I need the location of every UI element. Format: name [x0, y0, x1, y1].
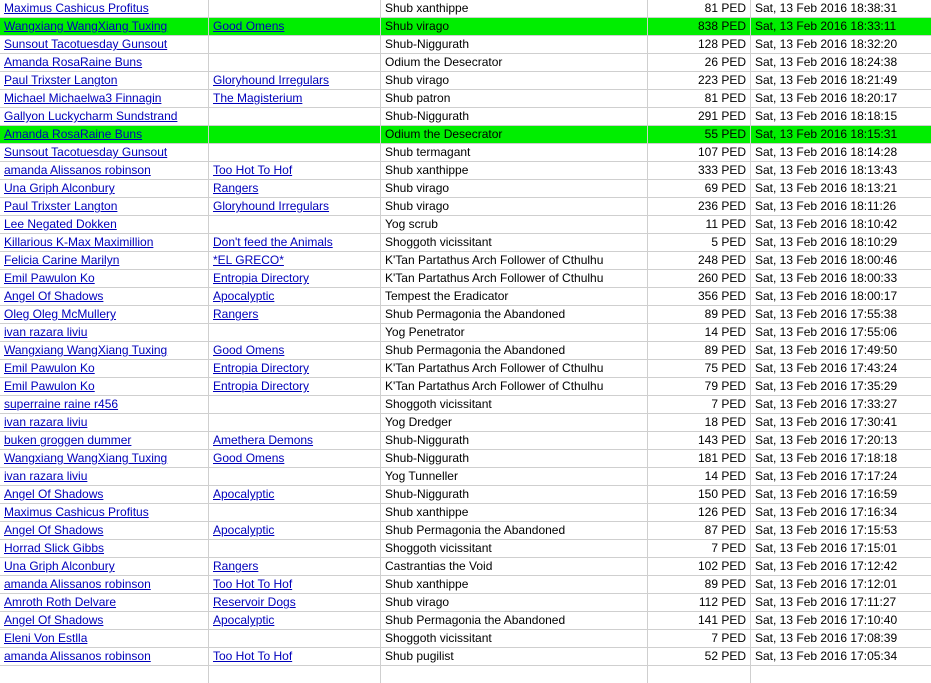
cell-creature: Shub-Niggurath — [381, 450, 648, 468]
player-link[interactable]: Felicia Carine Marilyn — [4, 253, 119, 267]
cell-date: Sat, 13 Feb 2016 17:10:40 — [751, 612, 931, 630]
cell-value: 838 PED — [648, 18, 751, 36]
cell-date: Sat, 13 Feb 2016 18:10:29 — [751, 234, 931, 252]
player-link[interactable]: Amanda RosaRaine Buns — [4, 127, 142, 141]
society-link[interactable]: Rangers — [213, 181, 258, 195]
cell-date: Sat, 13 Feb 2016 17:35:29 — [751, 378, 931, 396]
cell-value: 7 PED — [648, 396, 751, 414]
player-link[interactable]: Una Griph Alconbury — [4, 181, 115, 195]
cell-player — [0, 72, 209, 90]
cell-society — [209, 594, 381, 612]
cell-society — [209, 216, 381, 234]
cell-creature: Shub Permagonia the Abandoned — [381, 342, 648, 360]
cell-society — [209, 666, 381, 683]
table-row — [0, 558, 931, 576]
cell-date: Sat, 13 Feb 2016 18:20:17 — [751, 90, 931, 108]
cell-player — [0, 288, 209, 306]
cell-player — [0, 666, 209, 683]
cell-society — [209, 252, 381, 270]
cell-society — [209, 162, 381, 180]
cell-society — [209, 198, 381, 216]
cell-player — [0, 324, 209, 342]
player-link[interactable]: Michael Michaelwa3 Finnagin — [4, 91, 161, 105]
table-row — [0, 198, 931, 216]
table-row — [0, 288, 931, 306]
cell-value: 69 PED — [648, 180, 751, 198]
cell-player — [0, 468, 209, 486]
cell-player — [0, 504, 209, 522]
player-link[interactable]: Angel Of Shadows — [4, 487, 103, 501]
cell-date: Sat, 13 Feb 2016 17:15:01 — [751, 540, 931, 558]
society-link[interactable]: Good Omens — [213, 451, 284, 465]
cell-player — [0, 270, 209, 288]
cell-player — [0, 576, 209, 594]
society-link[interactable]: *EL GRECO* — [213, 253, 284, 267]
cell-date: Sat, 13 Feb 2016 18:13:21 — [751, 180, 931, 198]
cell-society — [209, 378, 381, 396]
player-link[interactable]: Angel Of Shadows — [4, 613, 103, 627]
cell-date: Sat, 13 Feb 2016 17:16:34 — [751, 504, 931, 522]
society-link[interactable]: Too Hot To Hof — [213, 163, 292, 177]
cell-society — [209, 324, 381, 342]
cell-date: Sat, 13 Feb 2016 17:15:53 — [751, 522, 931, 540]
cell-player — [0, 396, 209, 414]
cell-creature: Shub virago — [381, 18, 648, 36]
cell-date: Sat, 13 Feb 2016 18:00:33 — [751, 270, 931, 288]
cell-society — [209, 306, 381, 324]
cell-society — [209, 54, 381, 72]
cell-value: 112 PED — [648, 594, 751, 612]
cell-creature: Shub virago — [381, 198, 648, 216]
society-link[interactable]: Apocalyptic — [213, 613, 274, 627]
cell-society — [209, 18, 381, 36]
cell-creature — [381, 666, 648, 683]
player-link[interactable]: amanda Alissanos robinson — [4, 649, 151, 663]
cell-society — [209, 72, 381, 90]
cell-player — [0, 522, 209, 540]
cell-creature: Shub patron — [381, 90, 648, 108]
player-link[interactable]: ivan razara liviu — [4, 325, 87, 339]
society-link[interactable]: Too Hot To Hof — [213, 577, 292, 591]
table-row — [0, 0, 931, 18]
cell-value: 89 PED — [648, 576, 751, 594]
player-link[interactable]: Maximus Cashicus Profitus — [4, 1, 149, 15]
cell-date: Sat, 13 Feb 2016 18:10:42 — [751, 216, 931, 234]
society-link[interactable]: Good Omens — [213, 19, 284, 33]
cell-society — [209, 288, 381, 306]
cell-player — [0, 54, 209, 72]
table-row — [0, 540, 931, 558]
society-link[interactable]: Entropia Directory — [213, 271, 309, 285]
society-link[interactable]: Rangers — [213, 559, 258, 573]
cell-value: 79 PED — [648, 378, 751, 396]
table-row — [0, 342, 931, 360]
cell-date: Sat, 13 Feb 2016 17:05:34 — [751, 648, 931, 666]
player-link[interactable]: Killarious K-Max Maximillion — [4, 235, 153, 249]
cell-value: 141 PED — [648, 612, 751, 630]
player-link[interactable]: amanda Alissanos robinson — [4, 577, 151, 591]
table-row — [0, 252, 931, 270]
cell-player — [0, 144, 209, 162]
cell-player — [0, 126, 209, 144]
cell-society — [209, 576, 381, 594]
cell-creature: Shub-Niggurath — [381, 108, 648, 126]
table-row — [0, 144, 931, 162]
cell-value: 128 PED — [648, 36, 751, 54]
cell-date: Sat, 13 Feb 2016 18:15:31 — [751, 126, 931, 144]
table-row — [0, 450, 931, 468]
society-link[interactable]: Entropia Directory — [213, 361, 309, 375]
cell-value: 248 PED — [648, 252, 751, 270]
society-link[interactable]: The Magisterium — [213, 91, 302, 105]
cell-creature: Shub termagant — [381, 144, 648, 162]
cell-date: Sat, 13 Feb 2016 18:13:43 — [751, 162, 931, 180]
table-row — [0, 360, 931, 378]
cell-value: 26 PED — [648, 54, 751, 72]
cell-creature: Shub Permagonia the Abandoned — [381, 522, 648, 540]
table-row — [0, 504, 931, 522]
cell-value: 143 PED — [648, 432, 751, 450]
cell-date: Sat, 13 Feb 2016 18:33:11 — [751, 18, 931, 36]
cell-player — [0, 18, 209, 36]
society-link[interactable]: Gloryhound Irregulars — [213, 199, 329, 213]
player-link[interactable]: Wangxiang WangXiang Tuxing — [4, 343, 167, 357]
table-row — [0, 234, 931, 252]
cell-creature: Shub-Niggurath — [381, 432, 648, 450]
player-link[interactable]: Eleni Von Estlla — [4, 631, 87, 645]
cell-date: Sat, 13 Feb 2016 18:38:31 — [751, 0, 931, 18]
cell-creature: K'Tan Partathus Arch Follower of Cthulhu — [381, 252, 648, 270]
table-row — [0, 468, 931, 486]
cell-creature: K'Tan Partathus Arch Follower of Cthulhu — [381, 270, 648, 288]
cell-creature: K'Tan Partathus Arch Follower of Cthulhu — [381, 360, 648, 378]
table-row — [0, 594, 931, 612]
table-row — [0, 72, 931, 90]
cell-society — [209, 432, 381, 450]
cell-value: 75 PED — [648, 360, 751, 378]
cell-creature: Shub-Niggurath — [381, 486, 648, 504]
cell-value: 260 PED — [648, 270, 751, 288]
player-link[interactable]: Paul Trixster Langton — [4, 73, 117, 87]
cell-society — [209, 612, 381, 630]
cell-player — [0, 108, 209, 126]
cell-value: 181 PED — [648, 450, 751, 468]
cell-creature: Odium the Desecrator — [381, 54, 648, 72]
table-row — [0, 522, 931, 540]
cell-value: 18 PED — [648, 414, 751, 432]
cell-player — [0, 378, 209, 396]
table-row — [0, 630, 931, 648]
cell-date: Sat, 13 Feb 2016 18:32:20 — [751, 36, 931, 54]
society-link[interactable]: Apocalyptic — [213, 487, 274, 501]
cell-player — [0, 234, 209, 252]
cell-creature: Odium the Desecrator — [381, 126, 648, 144]
cell-creature: Yog scrub — [381, 216, 648, 234]
society-link[interactable]: Reservoir Dogs — [213, 595, 296, 609]
cell-value: 52 PED — [648, 648, 751, 666]
cell-date — [751, 666, 931, 683]
cell-creature: Shub xanthippe — [381, 162, 648, 180]
cell-society — [209, 234, 381, 252]
cell-society — [209, 270, 381, 288]
cell-player — [0, 648, 209, 666]
society-link[interactable]: Amethera Demons — [213, 433, 313, 447]
cell-player — [0, 630, 209, 648]
cell-creature: Shoggoth vicissitant — [381, 540, 648, 558]
player-link[interactable]: Wangxiang WangXiang Tuxing — [4, 19, 167, 33]
player-link[interactable]: Una Griph Alconbury — [4, 559, 115, 573]
table-row — [0, 576, 931, 594]
table-row — [0, 90, 931, 108]
table-row — [0, 216, 931, 234]
cell-creature: Shub Permagonia the Abandoned — [381, 306, 648, 324]
cell-value: 7 PED — [648, 630, 751, 648]
cell-society — [209, 450, 381, 468]
cell-creature: Shub-Niggurath — [381, 36, 648, 54]
society-link[interactable]: Apocalyptic — [213, 523, 274, 537]
player-link[interactable]: Sunsout Tacotuesday Gunsout — [4, 145, 167, 159]
cell-creature: K'Tan Partathus Arch Follower of Cthulhu — [381, 378, 648, 396]
player-link[interactable]: Amroth Roth Delvare — [4, 595, 116, 609]
player-link[interactable]: Angel Of Shadows — [4, 289, 103, 303]
cell-date: Sat, 13 Feb 2016 18:11:26 — [751, 198, 931, 216]
table-row — [0, 306, 931, 324]
cell-creature: Shub xanthippe — [381, 0, 648, 18]
cell-creature: Shub Permagonia the Abandoned — [381, 612, 648, 630]
cell-value: 150 PED — [648, 486, 751, 504]
cell-value: 87 PED — [648, 522, 751, 540]
cell-date: Sat, 13 Feb 2016 17:55:06 — [751, 324, 931, 342]
cell-player — [0, 486, 209, 504]
table-row — [0, 54, 931, 72]
cell-society — [209, 504, 381, 522]
cell-player — [0, 558, 209, 576]
cell-date: Sat, 13 Feb 2016 17:12:01 — [751, 576, 931, 594]
cell-player — [0, 252, 209, 270]
table-row — [0, 324, 931, 342]
table-row — [0, 126, 931, 144]
cell-society — [209, 36, 381, 54]
cell-society — [209, 558, 381, 576]
player-link[interactable]: Angel Of Shadows — [4, 523, 103, 537]
cell-creature: Shub virago — [381, 594, 648, 612]
cell-value: 14 PED — [648, 324, 751, 342]
table-row — [0, 396, 931, 414]
cell-value: 55 PED — [648, 126, 751, 144]
cell-value: 5 PED — [648, 234, 751, 252]
table-row — [0, 18, 931, 36]
cell-date: Sat, 13 Feb 2016 17:12:42 — [751, 558, 931, 576]
cell-value: 81 PED — [648, 90, 751, 108]
table-row — [0, 180, 931, 198]
cell-value: 291 PED — [648, 108, 751, 126]
cell-player — [0, 306, 209, 324]
cell-society — [209, 396, 381, 414]
player-link[interactable]: Lee Negated Dokken — [4, 217, 117, 231]
cell-society — [209, 342, 381, 360]
cell-date: Sat, 13 Feb 2016 18:14:28 — [751, 144, 931, 162]
cell-date: Sat, 13 Feb 2016 17:55:38 — [751, 306, 931, 324]
player-link[interactable]: ivan razara liviu — [4, 415, 87, 429]
society-link[interactable]: Don't feed the Animals — [213, 235, 333, 249]
cell-date: Sat, 13 Feb 2016 17:18:18 — [751, 450, 931, 468]
cell-player — [0, 36, 209, 54]
cell-creature: Yog Penetrator — [381, 324, 648, 342]
cell-player — [0, 360, 209, 378]
table-row — [0, 666, 931, 683]
cell-date: Sat, 13 Feb 2016 17:17:24 — [751, 468, 931, 486]
cell-date: Sat, 13 Feb 2016 17:30:41 — [751, 414, 931, 432]
player-link[interactable]: buken groggen dummer — [4, 433, 131, 447]
society-link[interactable]: Apocalyptic — [213, 289, 274, 303]
cell-value: 107 PED — [648, 144, 751, 162]
cell-value: 126 PED — [648, 504, 751, 522]
cell-society — [209, 180, 381, 198]
cell-date: Sat, 13 Feb 2016 17:43:24 — [751, 360, 931, 378]
table-row — [0, 378, 931, 396]
cell-society — [209, 414, 381, 432]
cell-society — [209, 522, 381, 540]
cell-value: 223 PED — [648, 72, 751, 90]
cell-player — [0, 612, 209, 630]
player-link[interactable]: Maximus Cashicus Profitus — [4, 505, 149, 519]
cell-society — [209, 486, 381, 504]
player-link[interactable]: Emil Pawulon Ko — [4, 271, 95, 285]
cell-player — [0, 90, 209, 108]
table-row — [0, 270, 931, 288]
society-link[interactable]: Good Omens — [213, 343, 284, 357]
cell-creature: Castrantias the Void — [381, 558, 648, 576]
cell-society — [209, 90, 381, 108]
cell-player — [0, 0, 209, 18]
cell-creature: Shoggoth vicissitant — [381, 630, 648, 648]
cell-date: Sat, 13 Feb 2016 18:24:38 — [751, 54, 931, 72]
player-link[interactable]: Gallyon Luckycharm Sundstrand — [4, 109, 177, 123]
cell-player — [0, 540, 209, 558]
cell-date: Sat, 13 Feb 2016 17:16:59 — [751, 486, 931, 504]
player-link[interactable]: Wangxiang WangXiang Tuxing — [4, 451, 167, 465]
society-link[interactable]: Too Hot To Hof — [213, 649, 292, 663]
cell-value — [648, 666, 751, 683]
cell-society — [209, 630, 381, 648]
cell-creature: Shoggoth vicissitant — [381, 396, 648, 414]
table-row — [0, 648, 931, 666]
cell-player — [0, 162, 209, 180]
cell-creature: Yog Dredger — [381, 414, 648, 432]
cell-player — [0, 198, 209, 216]
cell-player — [0, 450, 209, 468]
cell-value: 356 PED — [648, 288, 751, 306]
cell-player — [0, 432, 209, 450]
society-link[interactable]: Rangers — [213, 307, 258, 321]
cell-player — [0, 594, 209, 612]
cell-value: 14 PED — [648, 468, 751, 486]
cell-date: Sat, 13 Feb 2016 17:20:13 — [751, 432, 931, 450]
cell-creature: Yog Tunneller — [381, 468, 648, 486]
player-link[interactable]: ivan razara liviu — [4, 469, 87, 483]
society-link[interactable]: Entropia Directory — [213, 379, 309, 393]
cell-society — [209, 126, 381, 144]
cell-date: Sat, 13 Feb 2016 17:33:27 — [751, 396, 931, 414]
cell-society — [209, 360, 381, 378]
cell-value: 7 PED — [648, 540, 751, 558]
cell-date: Sat, 13 Feb 2016 17:08:39 — [751, 630, 931, 648]
cell-society — [209, 144, 381, 162]
society-link[interactable]: Gloryhound Irregulars — [213, 73, 329, 87]
player-link[interactable]: Sunsout Tacotuesday Gunsout — [4, 37, 167, 51]
table-row — [0, 414, 931, 432]
cell-creature: Shub xanthippe — [381, 504, 648, 522]
player-link[interactable]: Paul Trixster Langton — [4, 199, 117, 213]
player-link[interactable]: superraine raine r456 — [4, 397, 118, 411]
player-link[interactable]: Emil Pawulon Ko — [4, 379, 95, 393]
player-link[interactable]: Oleg Oleg McMullery — [4, 307, 116, 321]
cell-creature: Shub xanthippe — [381, 576, 648, 594]
cell-date: Sat, 13 Feb 2016 18:00:46 — [751, 252, 931, 270]
cell-creature: Shub virago — [381, 180, 648, 198]
cell-value: 11 PED — [648, 216, 751, 234]
cell-date: Sat, 13 Feb 2016 18:18:15 — [751, 108, 931, 126]
cell-value: 102 PED — [648, 558, 751, 576]
cell-creature: Tempest the Eradicator — [381, 288, 648, 306]
table-row — [0, 108, 931, 126]
cell-value: 236 PED — [648, 198, 751, 216]
cell-player — [0, 216, 209, 234]
cell-society — [209, 540, 381, 558]
player-link[interactable]: amanda Alissanos robinson — [4, 163, 151, 177]
table-row — [0, 612, 931, 630]
cell-player — [0, 342, 209, 360]
player-link[interactable]: Horrad Slick Gibbs — [4, 541, 104, 555]
table-row — [0, 36, 931, 54]
cell-value: 89 PED — [648, 306, 751, 324]
cell-player — [0, 180, 209, 198]
table-row — [0, 432, 931, 450]
cell-value: 81 PED — [648, 0, 751, 18]
table-row — [0, 162, 931, 180]
cell-value: 89 PED — [648, 342, 751, 360]
cell-creature: Shub virago — [381, 72, 648, 90]
cell-creature: Shoggoth vicissitant — [381, 234, 648, 252]
cell-date: Sat, 13 Feb 2016 18:21:49 — [751, 72, 931, 90]
table-row — [0, 486, 931, 504]
player-link[interactable]: Amanda RosaRaine Buns — [4, 55, 142, 69]
player-link[interactable]: Emil Pawulon Ko — [4, 361, 95, 375]
cell-value: 333 PED — [648, 162, 751, 180]
cell-date: Sat, 13 Feb 2016 18:00:17 — [751, 288, 931, 306]
cell-society — [209, 108, 381, 126]
cell-society — [209, 468, 381, 486]
cell-society — [209, 648, 381, 666]
cell-creature: Shub pugilist — [381, 648, 648, 666]
cell-date: Sat, 13 Feb 2016 17:49:50 — [751, 342, 931, 360]
cell-player — [0, 414, 209, 432]
cell-date: Sat, 13 Feb 2016 17:11:27 — [751, 594, 931, 612]
cell-society — [209, 0, 381, 18]
